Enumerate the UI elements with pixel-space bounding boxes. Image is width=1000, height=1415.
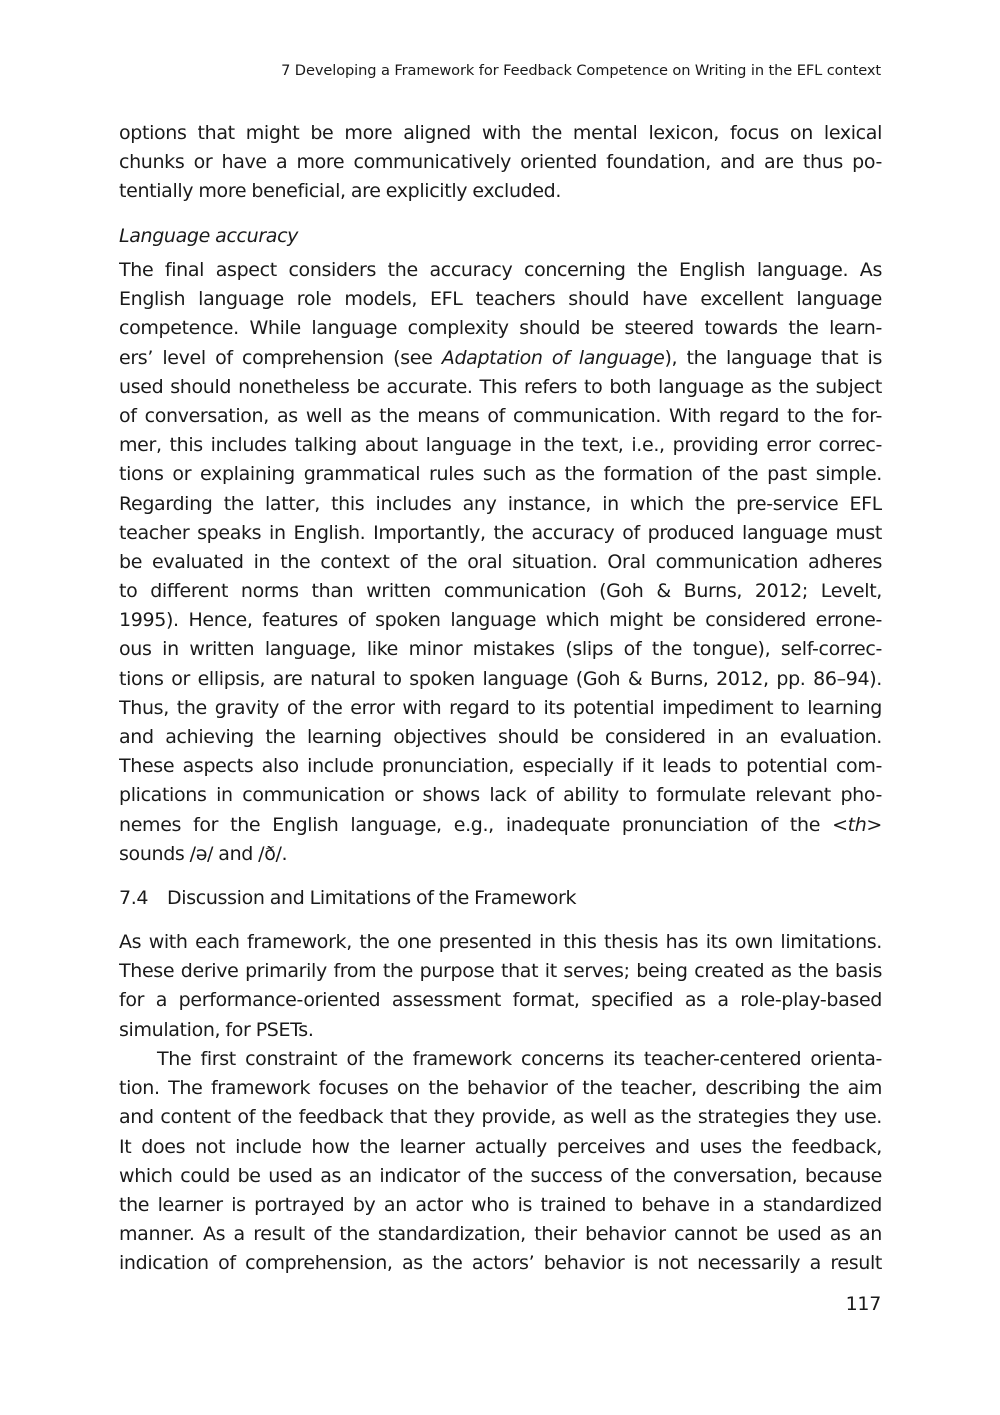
text-line: and achieving the learning objectives should be considered in an evaluation. [119,726,882,748]
text-line: which could be used as an indicator of the success of the conversation, because [119,1164,882,1187]
text-line: These derive primarily from the purpose that it serves; being created as the basis [119,960,882,983]
text-line: plications in communication or shows lack of ability to formulate relevant pho- [119,784,882,807]
text-line: manner. As a result of the standardization, their behavior cannot be used as an [119,1223,882,1246]
text-line [119,811,882,840]
text-line: teacher speaks in English. Importantly, the accuracy of produced language must [119,521,882,544]
text-line: tion. The framework focuses on the behavior of the teacher, describing the aim [119,1077,882,1100]
text-line: and content of the feedback that they provide, as well as the strategies they use. [119,1106,882,1129]
italic-reference: Adaptation of language [441,346,665,369]
text-line: 1995). Hence, features of spoken language which might be considered errone- [119,609,882,632]
text-line: The final aspect considers the accuracy concerning the English language. As [119,259,882,281]
text-line: indication of comprehension, as the actors’ behavior is not necessarily a result [119,1252,882,1275]
text-line: simulation, for PSETs. [119,1018,314,1041]
page-number: 117 [845,1293,881,1315]
text-line: options that might be more aligned with the mental lexicon, focus on lexical [119,122,882,144]
text-line: Thus, the gravity of the error with regard to its potential impediment to learning [119,696,882,719]
text-line: to different norms than written communication (Goh & Burns, 2012; Levelt, [119,580,882,603]
paragraph [119,119,882,207]
section-title: Discussion and Limitations of the Framework [167,887,577,909]
text-line: competence. While language complexity should be steered towards the learn- [119,317,882,340]
text-line: ous in written language, like minor mistakes (slips of the tongue), self-correc- [119,638,882,661]
paragraph [119,256,882,869]
italic-grapheme: <th> [832,813,882,836]
paragraph [119,928,882,1045]
text-segment: nemes for the English language, e.g., inadequate pronunciation of the [119,813,833,836]
text-line: As with each framework, the one presented in this thesis has its own limitations. [119,931,882,953]
text-line [119,344,882,373]
text-line: the learner is portrayed by an actor who is trained to behave in a standardized [119,1193,882,1216]
text-line: chunks or have a more communicatively oriented foundation, and are thus po- [119,151,882,174]
text-line: These aspects also include pronunciation, especially if it leads to potential com- [119,755,882,778]
text-line: mer, this includes talking about language in the text, i.e., providing error correc- [119,434,882,457]
text-line: tentially more beneficial, are explicitly excluded. [119,180,562,203]
section-heading [119,884,882,913]
text-line: of conversation, as well as the means of communication. With regard to the for- [119,404,882,427]
text-line: It does not include how the learner actually perceives and uses the feedback, [119,1135,882,1158]
text-line: for a performance-oriented assessment format, specified as a role-play-based [119,989,882,1012]
text-line: be evaluated in the context of the oral situation. Oral communication adheres [119,550,882,573]
section-number: 7.4 [119,887,149,909]
text-line: sounds /ə/ and /ð/. [119,842,288,865]
running-head: 7 Developing a Framework for Feedback Competence on Writing in the EFL context [281,62,881,79]
text-line: Regarding the latter, this includes any instance, in which the pre-service EFL [119,492,882,515]
text-line: English language role models, EFL teachers should have excellent language [119,288,882,311]
text-line: The first constraint of the framework concerns its teacher-centered orienta- [157,1048,882,1070]
text-line: used should nonetheless be accurate. This refers to both language as the subject [119,375,882,398]
text-segment: ), the language that is [664,346,882,369]
paragraph [119,1045,882,1279]
subheading-language-accuracy: Language accuracy [119,225,299,247]
text-line: tions or explaining grammatical rules such as the formation of the past simple. [119,463,882,486]
text-segment: ers’ level of comprehension (see [119,346,442,369]
text-line: tions or ellipsis, are natural to spoken language (Goh & Burns, 2012, pp. 86–94). [119,667,882,690]
